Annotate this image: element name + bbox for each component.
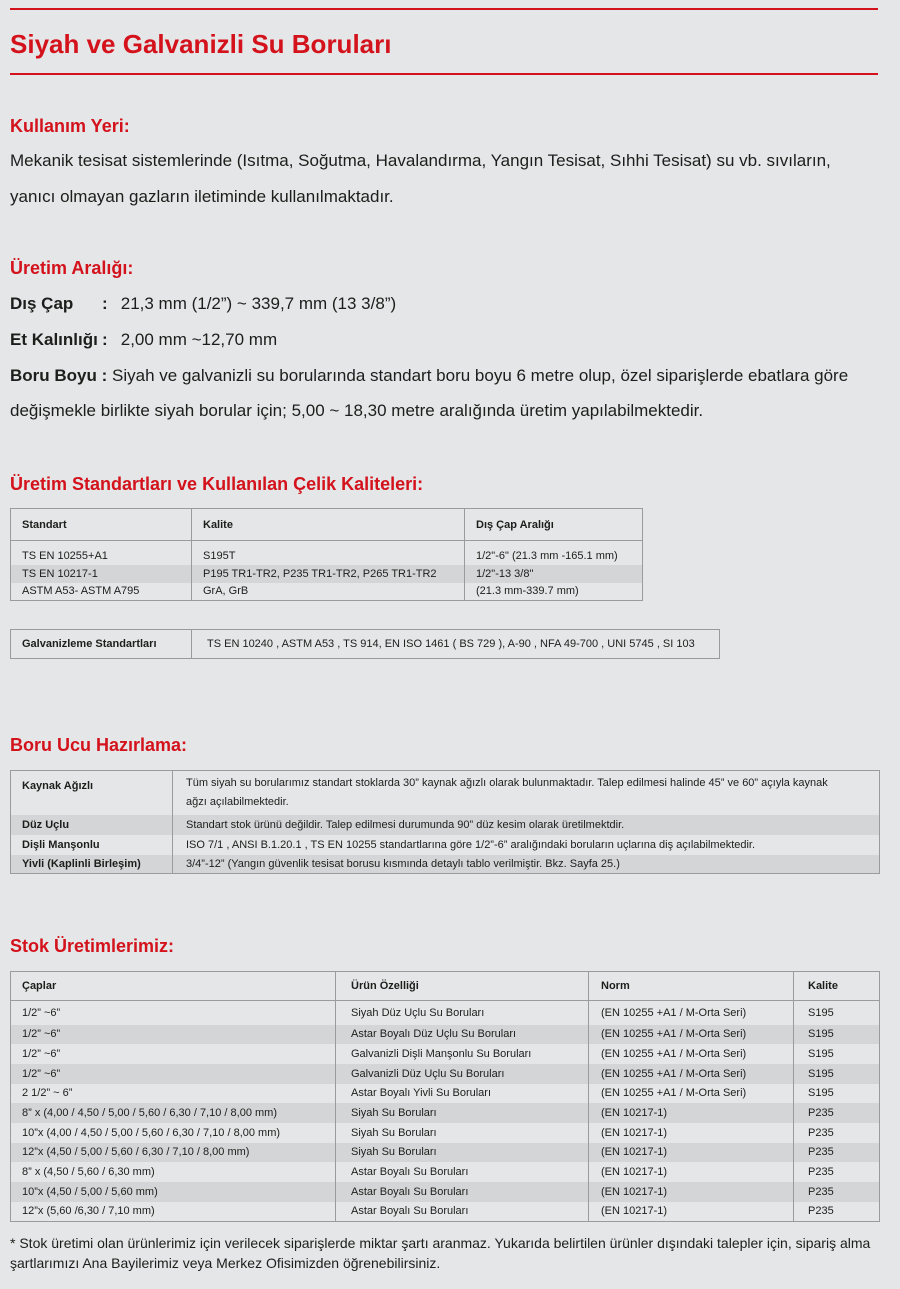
stock-cell: Astar Boyalı Düz Uçlu Su Boruları	[336, 1025, 589, 1045]
stock-cell: S195	[794, 1044, 880, 1064]
stock-cell: Astar Boyalı Su Boruları	[336, 1162, 589, 1182]
wall-thickness-label: Et Kalınlığı	[10, 330, 98, 349]
standards-cell: 1/2"-6" (21.3 mm -165.1 mm)	[465, 547, 643, 565]
stock-cell: Astar Boyalı Yivli Su Boruları	[336, 1084, 589, 1104]
footnote-line1: * Stok üretimi olan ürünlerimiz için verilecek siparişlerde miktar şartı aranmaz. Yukarıda belirtilen ürünler dışındaki talepler için, sipariş alma	[10, 1235, 871, 1251]
pipe-length-colon: :	[101, 366, 108, 385]
stock-cell: P235	[794, 1162, 880, 1182]
standards-cell: 1/2"-13 3/8"	[465, 565, 643, 583]
stock-header-quality: Kalite	[794, 972, 880, 1001]
page-title: Siyah ve Galvanizli Su Boruları	[10, 29, 392, 59]
table-row	[11, 1202, 880, 1222]
stock-cell: 1/2” ~6”	[22, 1028, 61, 1041]
table-row	[11, 1103, 880, 1123]
table-row	[11, 855, 880, 874]
stock-cell: 2 1/2” ~ 6”	[22, 1087, 73, 1100]
stock-header-diameters: Çaplar	[22, 980, 57, 992]
standards-cell: TS EN 10217-1	[22, 567, 98, 580]
stock-cell: Siyah Düz Uçlu Su Boruları	[336, 1001, 589, 1025]
stock-cell: Siyah Su Boruları	[336, 1103, 589, 1123]
stock-heading: Stok Üretimlerimiz:	[10, 936, 175, 956]
standards-cell: GrA, GrB	[192, 583, 465, 601]
outer-diameter-value: 21,3 mm (1/2”) ~ 339,7 mm (13 3/8”)	[120, 294, 397, 313]
outer-diameter-label: Dış Çap	[10, 294, 74, 313]
stock-cell: 10”x (4,00 / 4,50 / 5,00 / 5,60 / 6,30 / 7,10 / 8,00 mm)	[22, 1126, 281, 1139]
stock-cell: 12”x (5,60 /6,30 / 7,10 mm)	[22, 1205, 155, 1218]
title-rule	[10, 73, 878, 75]
stock-cell: 12”x (4,50 / 5,00 / 5,60 / 6,30 / 7,10 / 8,00 mm)	[22, 1146, 250, 1159]
stock-header-norm: Norm	[589, 972, 794, 1001]
standards-table	[10, 508, 643, 601]
table-row	[11, 583, 643, 601]
stock-cell: (EN 10255 +A1 / M-Orta Seri)	[589, 1025, 794, 1045]
stock-header-product: Ürün Özelliği	[336, 972, 589, 1001]
standards-cell: P195 TR1-TR2, P235 TR1-TR2, P265 TR1-TR2	[192, 565, 465, 583]
stock-cell: S195	[794, 1001, 880, 1025]
wall-thickness-row	[10, 330, 277, 350]
wall-thickness-colon: :	[102, 330, 108, 349]
table-row	[11, 1084, 880, 1104]
stock-table	[10, 971, 880, 1222]
stock-cell: (EN 10217-1)	[589, 1103, 794, 1123]
stock-cell: P235	[794, 1202, 880, 1222]
stock-cell: 8” x (4,50 / 5,60 / 6,30 mm)	[22, 1166, 155, 1179]
stock-cell: 8” x (4,00 / 4,50 / 5,00 / 5,60 / 6,30 / 7,10 / 8,00 mm)	[22, 1107, 277, 1120]
standards-cell: (21.3 mm-339.7 mm)	[465, 583, 643, 601]
stock-cell: P235	[794, 1182, 880, 1202]
footnote-line2: şartlarımızı Ana Bayilerimiz veya Merkez Ofisimizden öğrenebilirsiniz.	[10, 1255, 441, 1271]
standards-heading: Üretim Standartları ve Kullanılan Çelik Kaliteleri:	[10, 474, 424, 494]
pipe-length-value-line2: değişmekle birlikte siyah borular için; 5,00 ~ 18,30 metre aralığında üretim yapılabilmektedir.	[10, 401, 704, 420]
table-row	[11, 1044, 880, 1064]
table-row	[11, 1143, 880, 1163]
stock-cell: 1/2” ~6”	[22, 1067, 61, 1080]
table-row	[11, 1064, 880, 1084]
table-row	[11, 815, 880, 835]
table-row	[11, 565, 643, 583]
table-row	[11, 835, 880, 855]
stock-cell: S195	[794, 1025, 880, 1045]
pipe-end-desc-line2: ağzı açılabilmektedir.	[186, 795, 289, 808]
pipe-length-value-line1: Siyah ve galvanizli su borularında standart boru boyu 6 metre olup, özel siparişlerde ebatlara göre	[112, 366, 849, 385]
table-row	[11, 771, 880, 815]
stock-cell: Siyah Su Boruları	[336, 1143, 589, 1163]
stock-cell: (EN 10255 +A1 / M-Orta Seri)	[589, 1084, 794, 1104]
table-row	[11, 1001, 880, 1025]
stock-cell: S195	[794, 1084, 880, 1104]
pipe-end-desc: 3/4”-12” (Yangın güvenlik tesisat borusu kısmında detaylı tablo verilmiştir. Bkz. Sayfa 25.)	[173, 855, 880, 874]
stock-cell: 1/2” ~6”	[22, 1048, 61, 1061]
pipe-length-row	[10, 366, 848, 386]
outer-diameter-row	[10, 294, 396, 314]
table-row	[11, 1025, 880, 1045]
stock-cell: P235	[794, 1123, 880, 1143]
stock-cell: Galvanizli Dişli Manşonlu Su Boruları	[336, 1044, 589, 1064]
table-row	[11, 1182, 880, 1202]
stock-cell: (EN 10217-1)	[589, 1182, 794, 1202]
stock-cell: (EN 10217-1)	[589, 1143, 794, 1163]
pipe-end-label: Düz Uçlu	[22, 818, 70, 831]
standards-cell: S195T	[192, 547, 465, 565]
top-rule	[10, 8, 878, 10]
galvanizing-value: TS EN 10240 , ASTM A53 , TS 914, EN ISO 1461 ( BS 729 ), A-90 , NFA 49-700 , UNI 5745 , SI 103	[192, 630, 720, 659]
stock-cell: P235	[794, 1103, 880, 1123]
standards-cell: TS EN 10255+A1	[22, 549, 108, 562]
footnote	[10, 1233, 890, 1273]
pipe-end-label: Dişli Manşonlu	[22, 838, 100, 851]
stock-cell: (EN 10255 +A1 / M-Orta Seri)	[589, 1001, 794, 1025]
stock-cell: (EN 10255 +A1 / M-Orta Seri)	[589, 1064, 794, 1084]
table-row	[11, 1162, 880, 1182]
pipe-end-desc: Standart stok ürünü değildir. Talep edilmesi durumunda 90” düz kesim olarak üretilmektdir.	[173, 815, 880, 835]
usage-heading: Kullanım Yeri:	[10, 116, 130, 136]
galvanizing-label: Galvanizleme Standartları	[22, 638, 157, 650]
stock-cell: Galvanizli Düz Uçlu Su Boruları	[336, 1064, 589, 1084]
pipe-end-desc-line1: Tüm siyah su borularımız standart stoklarda 30” kaynak ağızlı olarak bulunmaktadır. Talep edilmesi halinde 45” ve 60” açıyla kaynak	[186, 776, 828, 789]
standards-header-od-range: Dış Çap Aralığı	[465, 509, 643, 541]
stock-cell: Siyah Su Boruları	[336, 1123, 589, 1143]
standards-cell: ASTM A53- ASTM A795	[22, 585, 140, 598]
galvanizing-table	[10, 629, 720, 659]
stock-cell: (EN 10217-1)	[589, 1162, 794, 1182]
wall-thickness-value: 2,00 mm ~12,70 mm	[120, 330, 278, 349]
standards-header-standard: Standart	[22, 518, 67, 531]
stock-cell: P235	[794, 1143, 880, 1163]
pipe-end-label: Kaynak Ağızlı	[22, 780, 94, 792]
stock-cell: 10”x (4,50 / 5,00 / 5,60 mm)	[22, 1185, 158, 1198]
pipe-end-label: Yivli (Kaplinli Birleşim)	[22, 857, 141, 870]
stock-cell: (EN 10217-1)	[589, 1123, 794, 1143]
stock-cell: S195	[794, 1064, 880, 1084]
usage-text-line1: Mekanik tesisat sistemlerinde (Isıtma, Soğutma, Havalandırma, Yangın Tesisat, Sıhhi Tesisat) su vb. sıvıların,	[10, 151, 831, 170]
production-range-heading: Üretim Aralığı:	[10, 258, 134, 278]
pipe-end-heading: Boru Ucu Hazırlama:	[10, 735, 188, 755]
outer-diameter-colon: :	[102, 294, 108, 313]
pipe-length-label: Boru Boyu	[10, 366, 97, 385]
stock-cell: (EN 10255 +A1 / M-Orta Seri)	[589, 1044, 794, 1064]
stock-cell: 1/2” ~6”	[22, 1006, 61, 1019]
stock-cell: Astar Boyalı Su Boruları	[336, 1202, 589, 1222]
usage-text-line2: yanıcı olmayan gazların iletiminde kullanılmaktadır.	[10, 187, 394, 206]
stock-cell: (EN 10217-1)	[589, 1202, 794, 1222]
standards-header-quality: Kalite	[192, 509, 465, 541]
pipe-end-desc: ISO 7/1 , ANSI B.1.20.1 , TS EN 10255 standartlarına göre 1/2”-6” aralığındaki boruların uçlarına diş açılabilmektedir.	[173, 835, 880, 855]
table-row	[11, 547, 643, 565]
table-row	[11, 1123, 880, 1143]
stock-cell: Astar Boyalı Su Boruları	[336, 1182, 589, 1202]
pipe-end-table	[10, 770, 880, 874]
